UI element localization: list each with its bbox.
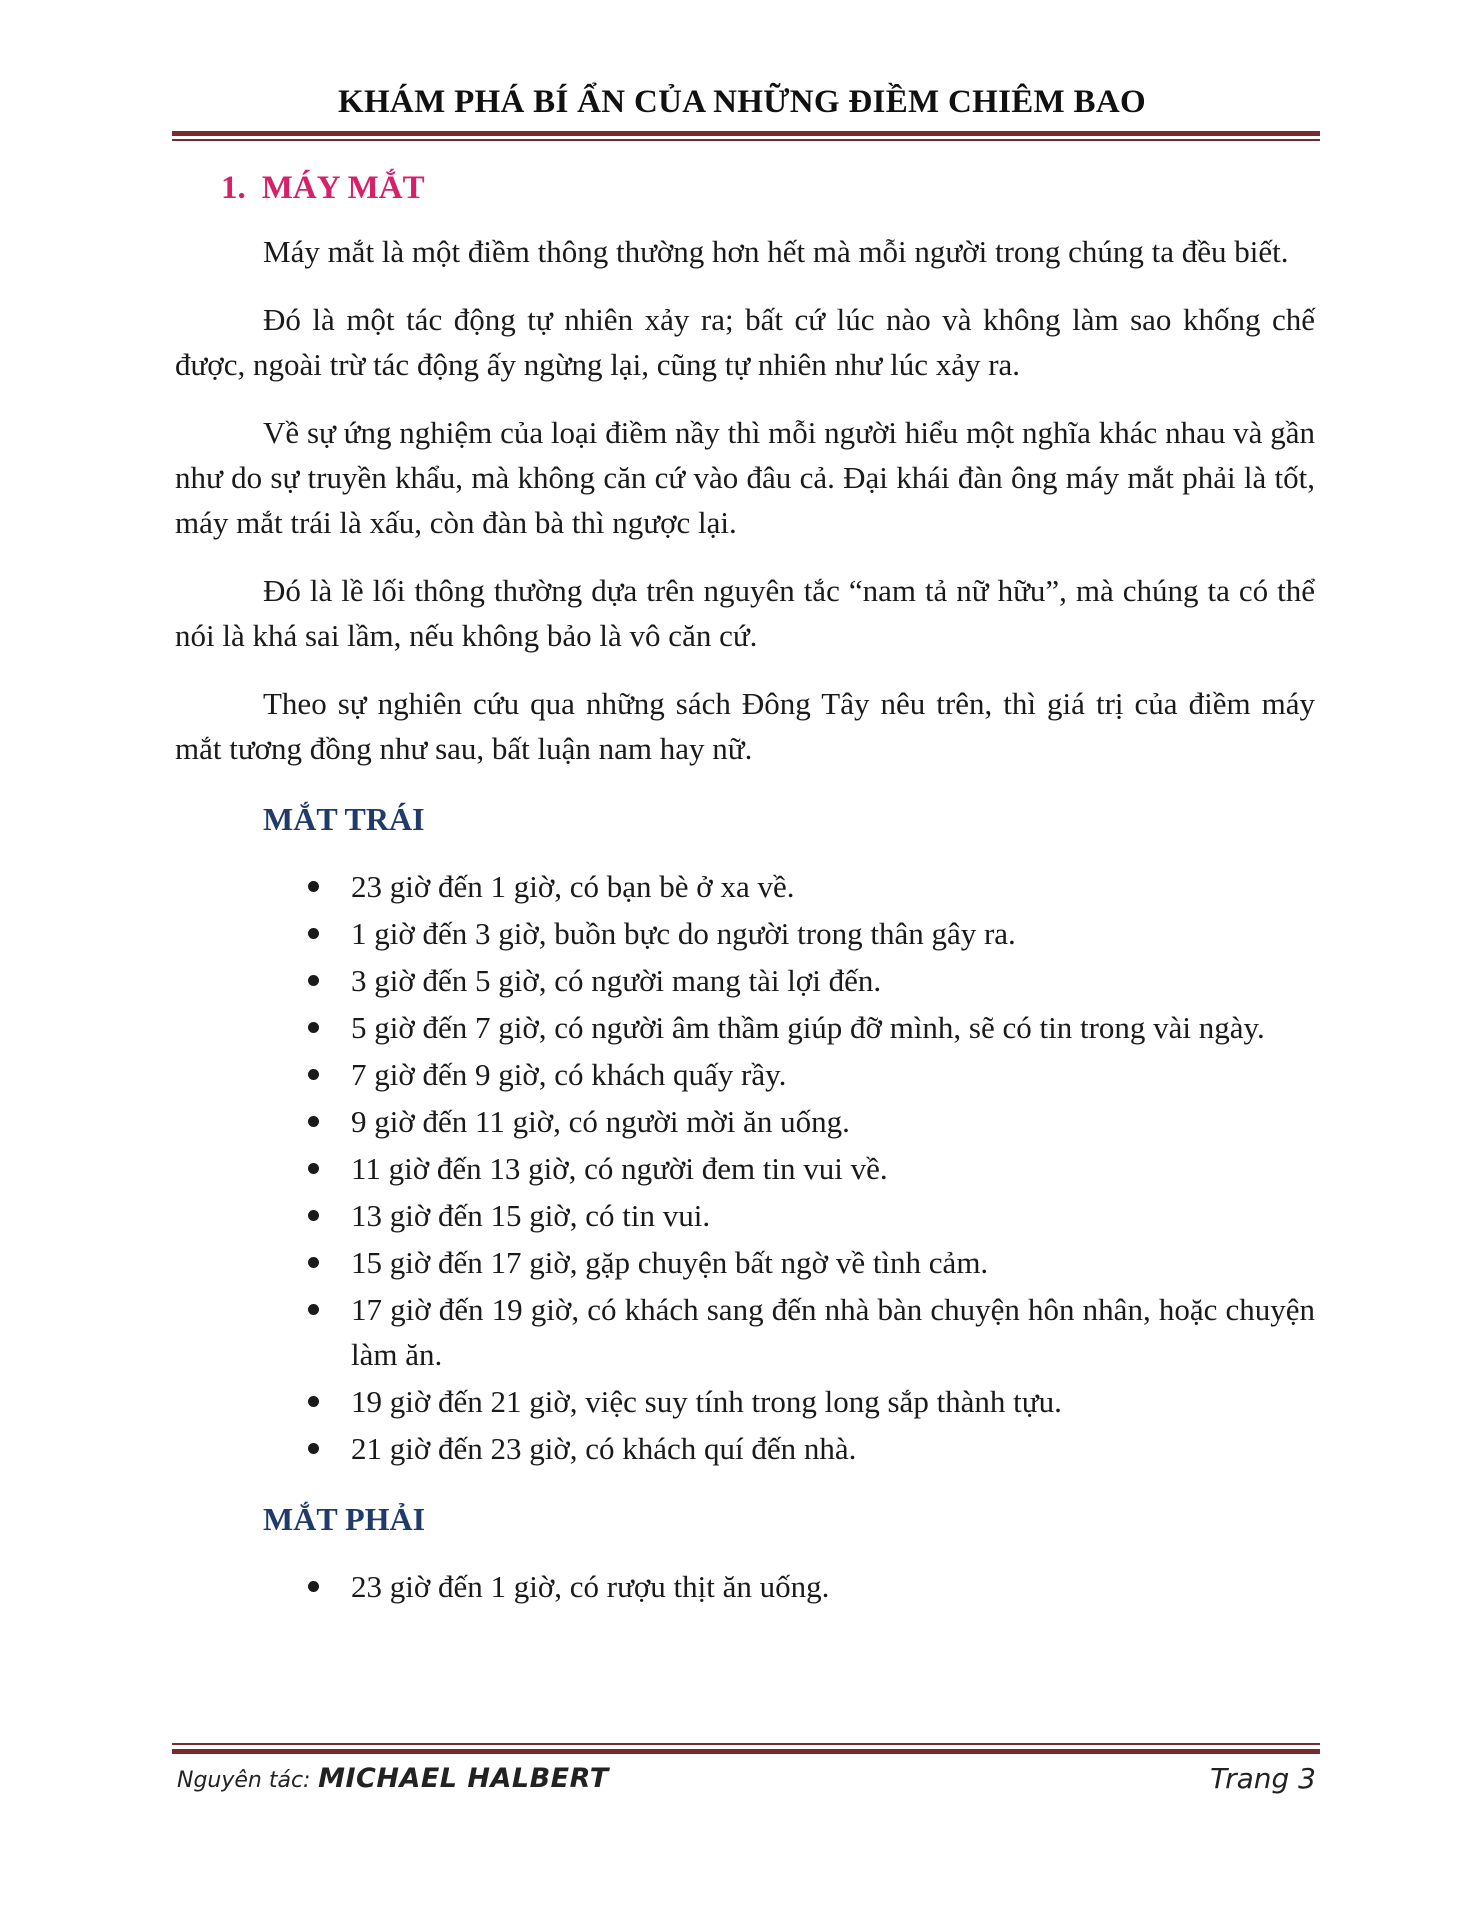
list-item	[175, 1005, 1315, 1050]
list-item-text: 11 giờ đến 13 giờ, có người đem tin vui về.	[351, 1151, 888, 1186]
list-item-text: 23 giờ đến 1 giờ, có rượu thịt ăn uống.	[351, 1569, 830, 1604]
list-item	[175, 1564, 1315, 1609]
paragraph: Máy mắt là một điềm thông thường hơn hết mà mỗi người trong chúng ta đều biết.	[263, 234, 1289, 269]
bullet-icon	[308, 1581, 319, 1592]
paragraph: Về sự ứng nghiệm của loại điềm nầy thì mỗi người hiểu một nghĩa khác nhau và gần như do sự truyền khẩu, mà không căn cứ vào đâu cả. Đại khái đàn ông máy mắt phải là tốt, máy mắt trái là xấu, còn đàn bà thì ngược lại.	[175, 415, 1315, 540]
section-title: MÁY MẮT	[261, 170, 425, 206]
header-rule-thick	[172, 131, 1320, 136]
bullet-icon	[308, 1396, 319, 1407]
list-item	[175, 864, 1315, 909]
list-item-text: 13 giờ đến 15 giờ, có tin vui.	[351, 1198, 711, 1233]
list-item-text: 5 giờ đến 7 giờ, có người âm thầm giúp đỡ mình, sẽ có tin trong vài ngày.	[351, 1010, 1265, 1045]
list-item-text: 9 giờ đến 11 giờ, có người mời ăn uống.	[351, 1104, 850, 1139]
bullet-icon	[308, 928, 319, 939]
list-item	[175, 1379, 1315, 1424]
list-item	[175, 911, 1315, 956]
page-content	[175, 170, 1315, 1611]
paragraph: Theo sự nghiên cứu qua những sách Đông Tây nêu trên, thì giá trị của điềm máy mắt tương đồng như sau, bất luận nam hay nữ.	[175, 686, 1315, 766]
list-item	[175, 1099, 1315, 1144]
list-item-text: 7 giờ đến 9 giờ, có khách quấy rầy.	[351, 1057, 787, 1092]
bullet-icon	[308, 1022, 319, 1033]
footer-page-number: Trang 3	[1210, 1762, 1316, 1795]
list-item-text: 23 giờ đến 1 giờ, có bạn bè ở xa về.	[351, 869, 795, 904]
list-item-text: 1 giờ đến 3 giờ, buồn bực do người trong thân gây ra.	[351, 916, 1016, 951]
list-item	[175, 1426, 1315, 1471]
paragraph: Đó là một tác động tự nhiên xảy ra; bất cứ lúc nào và không làm sao khống chế được, ngoài trừ tác động ấy ngừng lại, cũng tự nhiên như lúc xảy ra.	[175, 302, 1315, 382]
list-item	[175, 1052, 1315, 1097]
right-eye-heading: MẮT PHẢI	[263, 1501, 426, 1537]
list-item-text: 17 giờ đến 19 giờ, có khách sang đến nhà bàn chuyện hôn nhân, hoặc chuyện làm ăn.	[351, 1292, 1315, 1372]
list-item	[175, 1240, 1315, 1285]
bullet-icon	[308, 1257, 319, 1268]
bullet-icon	[308, 881, 319, 892]
footer-author-lead: Nguyên tác:	[177, 1768, 311, 1793]
list-item-text: 15 giờ đến 17 giờ, gặp chuyện bất ngờ về tình cảm.	[351, 1245, 989, 1280]
list-item	[175, 958, 1315, 1003]
right-eye-list	[175, 1564, 1315, 1609]
bullet-icon	[308, 1069, 319, 1080]
header-rule-thin	[172, 139, 1320, 141]
footer-author-name: MICHAEL HALBERT	[318, 1763, 609, 1794]
footer-rule-thin	[172, 1743, 1320, 1745]
list-item-text: 3 giờ đến 5 giờ, có người mang tài lợi đến.	[351, 963, 882, 998]
section-heading	[221, 170, 1315, 207]
bullet-icon	[308, 1116, 319, 1127]
footer-author	[177, 1763, 609, 1794]
bullet-icon	[308, 975, 319, 986]
bullet-icon	[308, 1443, 319, 1454]
section-number: 1.	[221, 170, 246, 206]
list-item-text: 21 giờ đến 23 giờ, có khách quí đến nhà.	[351, 1431, 857, 1466]
left-eye-heading: MẮT TRÁI	[263, 801, 425, 837]
list-item	[175, 1287, 1315, 1377]
left-eye-list	[175, 864, 1315, 1471]
list-item-text: 19 giờ đến 21 giờ, việc suy tính trong long sắp thành tựu.	[351, 1384, 1062, 1419]
bullet-icon	[308, 1163, 319, 1174]
bullet-icon	[308, 1304, 319, 1315]
paragraph: Đó là lề lối thông thường dựa trên nguyên tắc “nam tả nữ hữu”, mà chúng ta có thể nói là khá sai lầm, nếu không bảo là vô căn cứ.	[175, 573, 1315, 653]
page-header-title: KHÁM PHÁ BÍ ẨN CỦA NHỮNG ĐIỀM CHIÊM BAO	[338, 84, 1146, 120]
list-item	[175, 1146, 1315, 1191]
footer-rule-thick	[172, 1749, 1320, 1754]
bullet-icon	[308, 1210, 319, 1221]
list-item	[175, 1193, 1315, 1238]
